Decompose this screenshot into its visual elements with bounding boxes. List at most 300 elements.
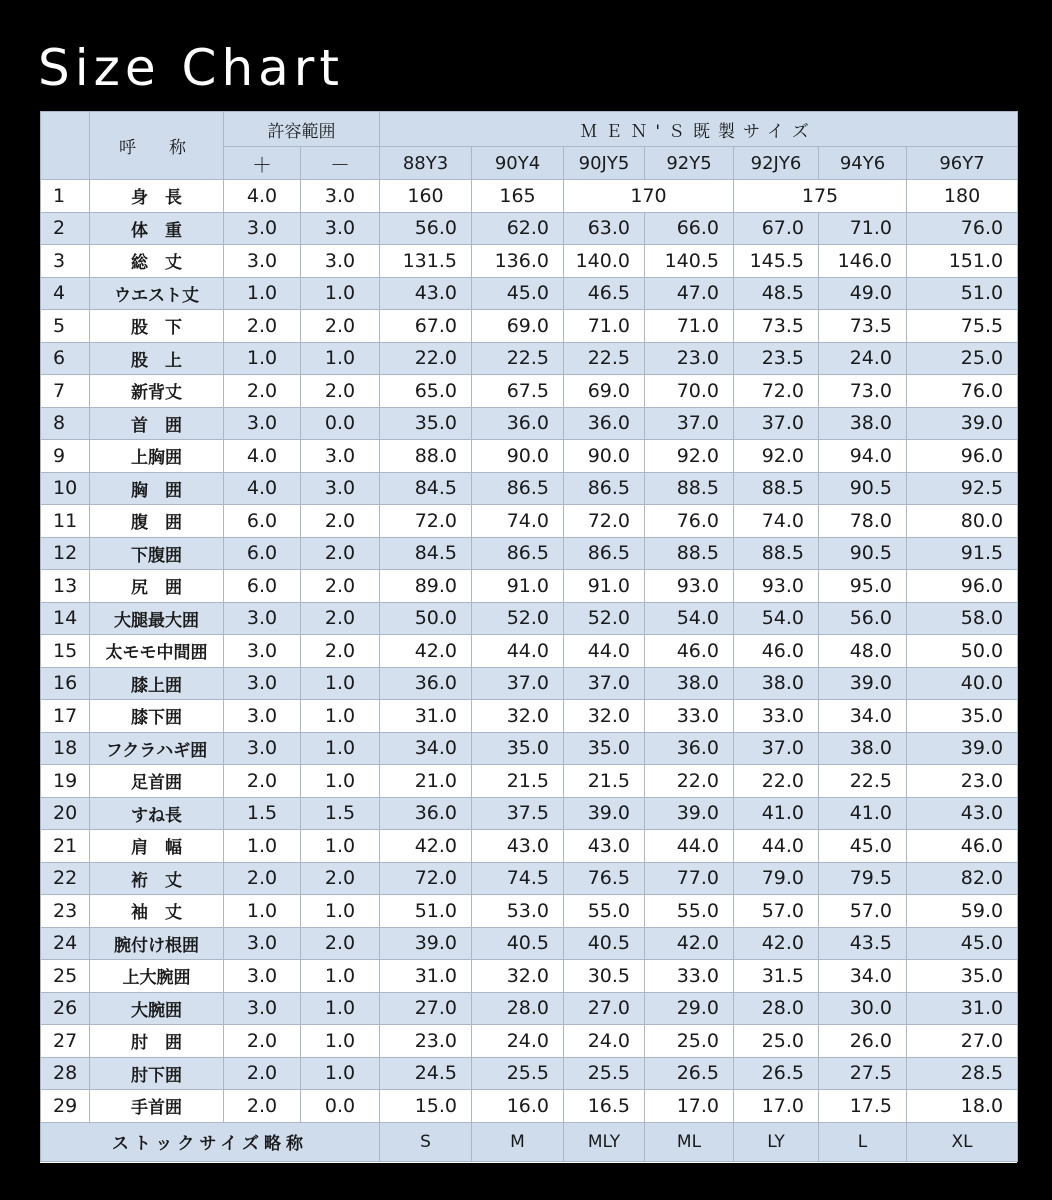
tolerance-minus: 2.0 bbox=[301, 862, 380, 895]
row-number: 6 bbox=[41, 342, 90, 375]
size-value: 43.0 bbox=[564, 830, 645, 863]
size-value: 22.0 bbox=[645, 765, 734, 798]
tolerance-plus: 6.0 bbox=[224, 570, 301, 603]
size-value: 39.0 bbox=[564, 797, 645, 830]
size-value: 17.0 bbox=[645, 1090, 734, 1123]
tolerance-plus: 3.0 bbox=[224, 732, 301, 765]
header-row-top bbox=[41, 112, 1018, 147]
measurement-name: 手首囲 bbox=[90, 1090, 224, 1123]
size-value: 96.0 bbox=[907, 570, 1018, 603]
size-value: 43.0 bbox=[380, 277, 472, 310]
size-value: 93.0 bbox=[734, 570, 819, 603]
size-value: 21.0 bbox=[380, 765, 472, 798]
size-value: 28.0 bbox=[734, 992, 819, 1025]
size-value: 30.5 bbox=[564, 960, 645, 993]
table-row bbox=[41, 895, 1018, 928]
size-value: 131.5 bbox=[380, 245, 472, 278]
table-row bbox=[41, 830, 1018, 863]
row-number: 13 bbox=[41, 570, 90, 603]
table-row bbox=[41, 1090, 1018, 1123]
size-value: 73.0 bbox=[819, 375, 907, 408]
size-value: 34.0 bbox=[819, 960, 907, 993]
row-number: 17 bbox=[41, 700, 90, 733]
size-value: 43.0 bbox=[472, 830, 564, 863]
size-value: 88.5 bbox=[734, 472, 819, 505]
row-number: 4 bbox=[41, 277, 90, 310]
header-mens-sizes: ＭＥＮ'Ｓ既製サイズ bbox=[380, 112, 1018, 147]
table-row bbox=[41, 927, 1018, 960]
size-value: 165 bbox=[472, 180, 564, 213]
size-value: 23.0 bbox=[380, 1025, 472, 1058]
size-value: 39.0 bbox=[819, 667, 907, 700]
measurement-name: 足首囲 bbox=[90, 765, 224, 798]
size-value: 63.0 bbox=[564, 212, 645, 245]
size-value: 35.0 bbox=[564, 732, 645, 765]
table-row bbox=[41, 505, 1018, 538]
size-value: 140.0 bbox=[564, 245, 645, 278]
size-value: 30.0 bbox=[819, 992, 907, 1025]
measurement-name: 大腿最大囲 bbox=[90, 602, 224, 635]
table-row bbox=[41, 732, 1018, 765]
size-value: 39.0 bbox=[907, 407, 1018, 440]
size-value: 82.0 bbox=[907, 862, 1018, 895]
table-row bbox=[41, 440, 1018, 473]
size-value: 56.0 bbox=[819, 602, 907, 635]
tolerance-minus: 0.0 bbox=[301, 1090, 380, 1123]
size-value: 76.0 bbox=[907, 375, 1018, 408]
row-number: 8 bbox=[41, 407, 90, 440]
size-value: 86.5 bbox=[472, 537, 564, 570]
table-row bbox=[41, 245, 1018, 278]
table-row bbox=[41, 310, 1018, 343]
measurement-name: 新背丈 bbox=[90, 375, 224, 408]
size-value: 48.5 bbox=[734, 277, 819, 310]
size-value: 42.0 bbox=[380, 830, 472, 863]
size-value: 57.0 bbox=[734, 895, 819, 928]
size-value: 44.0 bbox=[564, 635, 645, 668]
tolerance-minus: 1.0 bbox=[301, 342, 380, 375]
header-size: 92JY6 bbox=[734, 147, 819, 180]
size-value: 180 bbox=[907, 180, 1018, 213]
row-number: 2 bbox=[41, 212, 90, 245]
row-number: 23 bbox=[41, 895, 90, 928]
row-number: 12 bbox=[41, 537, 90, 570]
size-value: 37.0 bbox=[472, 667, 564, 700]
size-value: 72.0 bbox=[564, 505, 645, 538]
size-value: 33.0 bbox=[734, 700, 819, 733]
measurement-name: すね長 bbox=[90, 797, 224, 830]
measurement-name: 股 下 bbox=[90, 310, 224, 343]
size-value: 44.0 bbox=[645, 830, 734, 863]
tolerance-minus: 3.0 bbox=[301, 212, 380, 245]
size-value: 32.0 bbox=[472, 700, 564, 733]
size-value: 160 bbox=[380, 180, 472, 213]
size-value: 38.0 bbox=[645, 667, 734, 700]
size-chart-table bbox=[40, 111, 1018, 1162]
tolerance-plus: 3.0 bbox=[224, 245, 301, 278]
size-value: 24.0 bbox=[472, 1025, 564, 1058]
row-number: 9 bbox=[41, 440, 90, 473]
size-value: 21.5 bbox=[472, 765, 564, 798]
tolerance-minus: 1.0 bbox=[301, 667, 380, 700]
tolerance-plus: 3.0 bbox=[224, 667, 301, 700]
header-corner bbox=[41, 112, 90, 180]
row-number: 14 bbox=[41, 602, 90, 635]
measurement-name: 胸 囲 bbox=[90, 472, 224, 505]
size-value: 22.0 bbox=[734, 765, 819, 798]
size-value: 69.0 bbox=[564, 375, 645, 408]
table-row bbox=[41, 472, 1018, 505]
measurement-name: 体 重 bbox=[90, 212, 224, 245]
tolerance-plus: 1.5 bbox=[224, 797, 301, 830]
table-row bbox=[41, 765, 1018, 798]
size-value: 151.0 bbox=[907, 245, 1018, 278]
tolerance-minus: 0.0 bbox=[301, 407, 380, 440]
size-value: 42.0 bbox=[645, 927, 734, 960]
size-value: 39.0 bbox=[907, 732, 1018, 765]
row-number: 24 bbox=[41, 927, 90, 960]
size-value: 22.5 bbox=[472, 342, 564, 375]
tolerance-minus: 2.0 bbox=[301, 635, 380, 668]
size-value: 40.0 bbox=[907, 667, 1018, 700]
table-row bbox=[41, 212, 1018, 245]
size-value: 57.0 bbox=[819, 895, 907, 928]
size-value: 35.0 bbox=[380, 407, 472, 440]
size-value: 75.5 bbox=[907, 310, 1018, 343]
table-row bbox=[41, 667, 1018, 700]
header-size: 92Y5 bbox=[645, 147, 734, 180]
measurement-name: 膝上囲 bbox=[90, 667, 224, 700]
size-value: 52.0 bbox=[472, 602, 564, 635]
size-value: 36.0 bbox=[564, 407, 645, 440]
size-value: 92.0 bbox=[645, 440, 734, 473]
size-value: 15.0 bbox=[380, 1090, 472, 1123]
row-number: 26 bbox=[41, 992, 90, 1025]
size-value: 51.0 bbox=[907, 277, 1018, 310]
tolerance-minus: 3.0 bbox=[301, 180, 380, 213]
size-value: 44.0 bbox=[734, 830, 819, 863]
size-value: 54.0 bbox=[645, 602, 734, 635]
measurement-name: 裄 丈 bbox=[90, 862, 224, 895]
size-value: 41.0 bbox=[819, 797, 907, 830]
measurement-name: 肩 幅 bbox=[90, 830, 224, 863]
size-value: 52.0 bbox=[564, 602, 645, 635]
tolerance-plus: 4.0 bbox=[224, 472, 301, 505]
size-value: 38.0 bbox=[819, 732, 907, 765]
size-value: 29.0 bbox=[645, 992, 734, 1025]
row-number: 22 bbox=[41, 862, 90, 895]
size-value: 96.0 bbox=[907, 440, 1018, 473]
size-value: 17.0 bbox=[734, 1090, 819, 1123]
size-value: 25.5 bbox=[564, 1057, 645, 1090]
size-value: 32.0 bbox=[564, 700, 645, 733]
measurement-name: 太モモ中間囲 bbox=[90, 635, 224, 668]
row-number: 28 bbox=[41, 1057, 90, 1090]
tolerance-minus: 3.0 bbox=[301, 440, 380, 473]
size-value: 36.0 bbox=[380, 667, 472, 700]
table-row bbox=[41, 1057, 1018, 1090]
header-size: 96Y7 bbox=[907, 147, 1018, 180]
size-value: 24.5 bbox=[380, 1057, 472, 1090]
size-value: 91.0 bbox=[472, 570, 564, 603]
row-number: 16 bbox=[41, 667, 90, 700]
header-size: 94Y6 bbox=[819, 147, 907, 180]
size-value: 71.0 bbox=[564, 310, 645, 343]
size-value: 18.0 bbox=[907, 1090, 1018, 1123]
size-value: 35.0 bbox=[907, 700, 1018, 733]
size-value: 35.0 bbox=[472, 732, 564, 765]
size-value: 93.0 bbox=[645, 570, 734, 603]
tolerance-minus: 2.0 bbox=[301, 537, 380, 570]
tolerance-minus: 1.0 bbox=[301, 960, 380, 993]
measurement-name: 肘下囲 bbox=[90, 1057, 224, 1090]
size-value: 90.5 bbox=[819, 537, 907, 570]
measurement-name: 大腕囲 bbox=[90, 992, 224, 1025]
stock-size-value: S bbox=[380, 1122, 472, 1161]
size-value: 23.0 bbox=[645, 342, 734, 375]
measurement-name: 膝下囲 bbox=[90, 700, 224, 733]
size-value: 73.5 bbox=[819, 310, 907, 343]
row-number: 19 bbox=[41, 765, 90, 798]
size-value: 76.0 bbox=[907, 212, 1018, 245]
tolerance-minus: 2.0 bbox=[301, 310, 380, 343]
size-value: 69.0 bbox=[472, 310, 564, 343]
size-value: 90.0 bbox=[472, 440, 564, 473]
size-value: 24.0 bbox=[564, 1025, 645, 1058]
size-value: 95.0 bbox=[819, 570, 907, 603]
tolerance-plus: 1.0 bbox=[224, 830, 301, 863]
size-value: 67.0 bbox=[734, 212, 819, 245]
size-value: 40.5 bbox=[472, 927, 564, 960]
size-value: 175 bbox=[734, 180, 907, 213]
size-value: 25.5 bbox=[472, 1057, 564, 1090]
tolerance-plus: 2.0 bbox=[224, 765, 301, 798]
size-value: 22.5 bbox=[564, 342, 645, 375]
size-value: 140.5 bbox=[645, 245, 734, 278]
tolerance-minus: 2.0 bbox=[301, 570, 380, 603]
size-value: 65.0 bbox=[380, 375, 472, 408]
size-value: 90.5 bbox=[819, 472, 907, 505]
header-minus: － bbox=[301, 147, 380, 180]
tolerance-plus: 1.0 bbox=[224, 277, 301, 310]
size-value: 17.5 bbox=[819, 1090, 907, 1123]
tolerance-minus: 2.0 bbox=[301, 602, 380, 635]
size-value: 88.5 bbox=[645, 472, 734, 505]
tolerance-plus: 3.0 bbox=[224, 992, 301, 1025]
size-value: 46.5 bbox=[564, 277, 645, 310]
size-value: 70.0 bbox=[645, 375, 734, 408]
size-value: 84.5 bbox=[380, 472, 472, 505]
tolerance-minus: 2.0 bbox=[301, 927, 380, 960]
size-value: 84.5 bbox=[380, 537, 472, 570]
size-value: 79.0 bbox=[734, 862, 819, 895]
size-value: 31.0 bbox=[380, 700, 472, 733]
table-row bbox=[41, 342, 1018, 375]
tolerance-plus: 2.0 bbox=[224, 862, 301, 895]
measurement-name: 総 丈 bbox=[90, 245, 224, 278]
size-value: 73.5 bbox=[734, 310, 819, 343]
row-number: 29 bbox=[41, 1090, 90, 1123]
size-value: 44.0 bbox=[472, 635, 564, 668]
size-value: 88.5 bbox=[645, 537, 734, 570]
stock-size-value: M bbox=[472, 1122, 564, 1161]
measurement-name: 上大腕囲 bbox=[90, 960, 224, 993]
tolerance-minus: 1.0 bbox=[301, 830, 380, 863]
size-value: 39.0 bbox=[380, 927, 472, 960]
page-title: Size Chart bbox=[38, 39, 344, 97]
size-value: 53.0 bbox=[472, 895, 564, 928]
tolerance-minus: 1.0 bbox=[301, 1025, 380, 1058]
size-value: 35.0 bbox=[907, 960, 1018, 993]
header-tolerance: 許容範囲 bbox=[224, 112, 380, 147]
size-value: 48.0 bbox=[819, 635, 907, 668]
size-value: 28.0 bbox=[472, 992, 564, 1025]
size-value: 92.5 bbox=[907, 472, 1018, 505]
size-value: 74.0 bbox=[734, 505, 819, 538]
size-value: 36.0 bbox=[472, 407, 564, 440]
size-value: 94.0 bbox=[819, 440, 907, 473]
size-value: 58.0 bbox=[907, 602, 1018, 635]
size-value: 72.0 bbox=[380, 505, 472, 538]
table-row bbox=[41, 570, 1018, 603]
tolerance-plus: 6.0 bbox=[224, 537, 301, 570]
size-value: 49.0 bbox=[819, 277, 907, 310]
header-size: 90Y4 bbox=[472, 147, 564, 180]
size-value: 22.5 bbox=[819, 765, 907, 798]
size-value: 47.0 bbox=[645, 277, 734, 310]
size-value: 146.0 bbox=[819, 245, 907, 278]
measurement-name: 腕付け根囲 bbox=[90, 927, 224, 960]
size-value: 67.0 bbox=[380, 310, 472, 343]
tolerance-minus: 2.0 bbox=[301, 505, 380, 538]
size-value: 88.5 bbox=[734, 537, 819, 570]
size-chart-table-container bbox=[40, 111, 1017, 1163]
size-value: 59.0 bbox=[907, 895, 1018, 928]
tolerance-minus: 1.0 bbox=[301, 277, 380, 310]
size-value: 28.5 bbox=[907, 1057, 1018, 1090]
measurement-name: 腹 囲 bbox=[90, 505, 224, 538]
size-value: 24.0 bbox=[819, 342, 907, 375]
tolerance-plus: 3.0 bbox=[224, 700, 301, 733]
table-row bbox=[41, 635, 1018, 668]
header-size: 88Y3 bbox=[380, 147, 472, 180]
size-value: 42.0 bbox=[734, 927, 819, 960]
size-value: 62.0 bbox=[472, 212, 564, 245]
stock-size-row bbox=[41, 1122, 1018, 1161]
size-value: 66.0 bbox=[645, 212, 734, 245]
stock-size-value: LY bbox=[734, 1122, 819, 1161]
size-value: 41.0 bbox=[734, 797, 819, 830]
measurement-name: フクラハギ囲 bbox=[90, 732, 224, 765]
size-value: 36.0 bbox=[380, 797, 472, 830]
size-value: 42.0 bbox=[380, 635, 472, 668]
size-value: 72.0 bbox=[734, 375, 819, 408]
size-value: 26.0 bbox=[819, 1025, 907, 1058]
size-value: 43.0 bbox=[907, 797, 1018, 830]
tolerance-minus: 3.0 bbox=[301, 245, 380, 278]
size-value: 37.0 bbox=[734, 732, 819, 765]
size-value: 43.5 bbox=[819, 927, 907, 960]
size-value: 23.0 bbox=[907, 765, 1018, 798]
size-value: 37.0 bbox=[564, 667, 645, 700]
size-value: 31.0 bbox=[907, 992, 1018, 1025]
size-value: 16.0 bbox=[472, 1090, 564, 1123]
size-value: 45.0 bbox=[819, 830, 907, 863]
size-value: 71.0 bbox=[819, 212, 907, 245]
tolerance-plus: 2.0 bbox=[224, 375, 301, 408]
size-value: 55.0 bbox=[645, 895, 734, 928]
table-row bbox=[41, 1025, 1018, 1058]
tolerance-plus: 2.0 bbox=[224, 1057, 301, 1090]
measurement-name: 袖 丈 bbox=[90, 895, 224, 928]
table-row bbox=[41, 602, 1018, 635]
measurement-name: 身 長 bbox=[90, 180, 224, 213]
size-value: 25.0 bbox=[645, 1025, 734, 1058]
table-row bbox=[41, 797, 1018, 830]
size-value: 34.0 bbox=[819, 700, 907, 733]
size-value: 92.0 bbox=[734, 440, 819, 473]
size-value: 26.5 bbox=[734, 1057, 819, 1090]
row-number: 27 bbox=[41, 1025, 90, 1058]
tolerance-plus: 3.0 bbox=[224, 635, 301, 668]
tolerance-minus: 1.0 bbox=[301, 765, 380, 798]
size-value: 25.0 bbox=[907, 342, 1018, 375]
tolerance-plus: 6.0 bbox=[224, 505, 301, 538]
row-number: 15 bbox=[41, 635, 90, 668]
table-row bbox=[41, 537, 1018, 570]
size-value: 26.5 bbox=[645, 1057, 734, 1090]
size-value: 76.0 bbox=[645, 505, 734, 538]
size-value: 89.0 bbox=[380, 570, 472, 603]
measurement-name: 下腹囲 bbox=[90, 537, 224, 570]
size-value: 27.0 bbox=[564, 992, 645, 1025]
size-value: 86.5 bbox=[564, 472, 645, 505]
row-number: 7 bbox=[41, 375, 90, 408]
size-value: 38.0 bbox=[734, 667, 819, 700]
table-row bbox=[41, 375, 1018, 408]
table-row bbox=[41, 960, 1018, 993]
size-value: 40.5 bbox=[564, 927, 645, 960]
size-value: 170 bbox=[564, 180, 734, 213]
row-number: 3 bbox=[41, 245, 90, 278]
size-value: 55.0 bbox=[564, 895, 645, 928]
size-value: 136.0 bbox=[472, 245, 564, 278]
size-value: 50.0 bbox=[380, 602, 472, 635]
tolerance-plus: 1.0 bbox=[224, 342, 301, 375]
measurement-name: 尻 囲 bbox=[90, 570, 224, 603]
tolerance-plus: 3.0 bbox=[224, 212, 301, 245]
stock-size-value: MLY bbox=[564, 1122, 645, 1161]
tolerance-minus: 3.0 bbox=[301, 472, 380, 505]
table-row bbox=[41, 407, 1018, 440]
tolerance-minus: 1.0 bbox=[301, 732, 380, 765]
measurement-name: ウエスト丈 bbox=[90, 277, 224, 310]
size-value: 23.5 bbox=[734, 342, 819, 375]
size-value: 90.0 bbox=[564, 440, 645, 473]
size-value: 21.5 bbox=[564, 765, 645, 798]
tolerance-plus: 2.0 bbox=[224, 310, 301, 343]
size-value: 37.0 bbox=[645, 407, 734, 440]
size-value: 46.0 bbox=[907, 830, 1018, 863]
size-value: 74.0 bbox=[472, 505, 564, 538]
size-value: 145.5 bbox=[734, 245, 819, 278]
size-value: 31.5 bbox=[734, 960, 819, 993]
size-value: 46.0 bbox=[734, 635, 819, 668]
tolerance-plus: 3.0 bbox=[224, 602, 301, 635]
row-number: 11 bbox=[41, 505, 90, 538]
size-value: 31.0 bbox=[380, 960, 472, 993]
size-value: 36.0 bbox=[645, 732, 734, 765]
